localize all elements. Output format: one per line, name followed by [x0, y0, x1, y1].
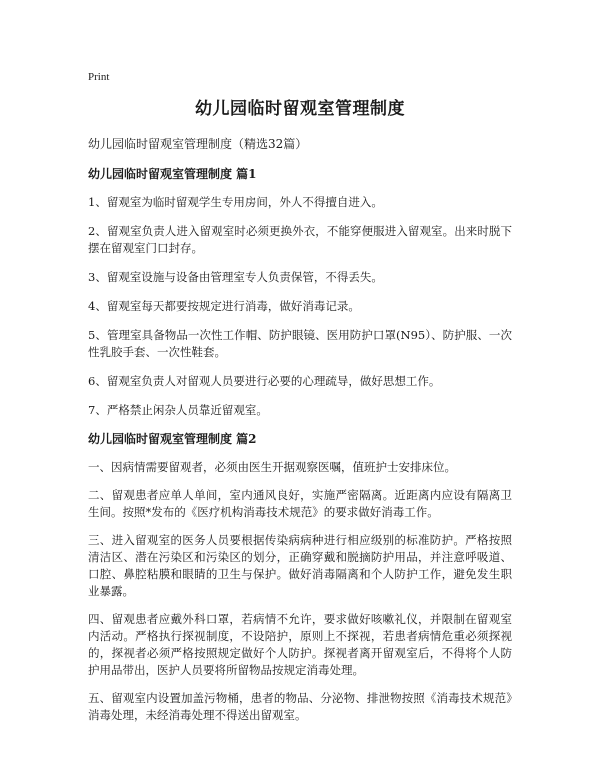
paragraph: 三、进入留观室的医务人员要根据传染病病种进行相应级别的标准防护。严格按照清洁区、潜在污染区和污染区的划分，正确穿戴和脱摘防护用品，并注意呼吸道、口腔、鼻腔粘膜和眼睛的卫生与保护。做好消毒隔离和个人防护工作，避免发生职业暴露。: [88, 533, 512, 598]
section-heading-2: 幼儿园临时留观室管理制度 篇2: [88, 432, 257, 446]
paragraph: 一、因病情需要留观者，必须由医生开据观察医嘱，值班护士安排床位。: [88, 460, 456, 474]
paragraph: 3、留观室设施与设备由管理室专人负责保管，不得丢失。: [88, 270, 383, 284]
document-subtitle: 幼儿园临时留观室管理制度（精选32篇）: [88, 137, 308, 151]
paragraph: 7、严格禁止闲杂人员靠近留观室。: [88, 403, 268, 417]
paragraph: 4、留观室每天都要按规定进行消毒，做好消毒记录。: [88, 299, 360, 313]
paragraph: 五、留观室内设置加盖污物桶，患者的物品、分泌物、排泄物按照《消毒技术规范》消毒处理，未经消毒处理不得送出留观室。: [88, 691, 512, 722]
section-heading-1: 幼儿园临时留观室管理制度 篇1: [88, 167, 257, 181]
paragraph: 二、留观患者应单人单间，室内通风良好，实施严密隔离。近距离内应设有隔离卫生间。按照*发布的《医疗机构消毒技术规范》的要求做好消毒工作。: [88, 488, 512, 519]
paragraph: 2、留观室负责人进入留观室时必须更换外衣，不能穿便服进入留观室。出来时脱下摆在留观室门口封存。: [88, 224, 512, 255]
paragraph: 1、留观室为临时留观学生专用房间，外人不得擅自进入。: [88, 195, 383, 209]
paragraph: 四、留观患者应戴外科口罩，若病情不允许，要求做好咳嗽礼仪，并限制在留观室内活动。严格执行探视制度，不设陪护，原则上不探视，若患者病情危重必须探视的，探视者必须严格按照规定做好个人防护。探视者离开留观室后，不得将个人防护用品带出，医护人员要将所留物品按规定消毒处理。: [88, 612, 512, 677]
paragraph: 5、管理室具备物品一次性工作帽、防护眼镜、医用防护口罩(N95）、防护服、一次性乳胶手套、一次性鞋套。: [88, 328, 512, 359]
print-label: Print: [88, 71, 110, 83]
document-title: 幼儿园临时留观室管理制度: [195, 99, 405, 119]
paragraph: 6、留观室负责人对留观人员要进行必要的心理疏导，做好思想工作。: [88, 374, 441, 388]
